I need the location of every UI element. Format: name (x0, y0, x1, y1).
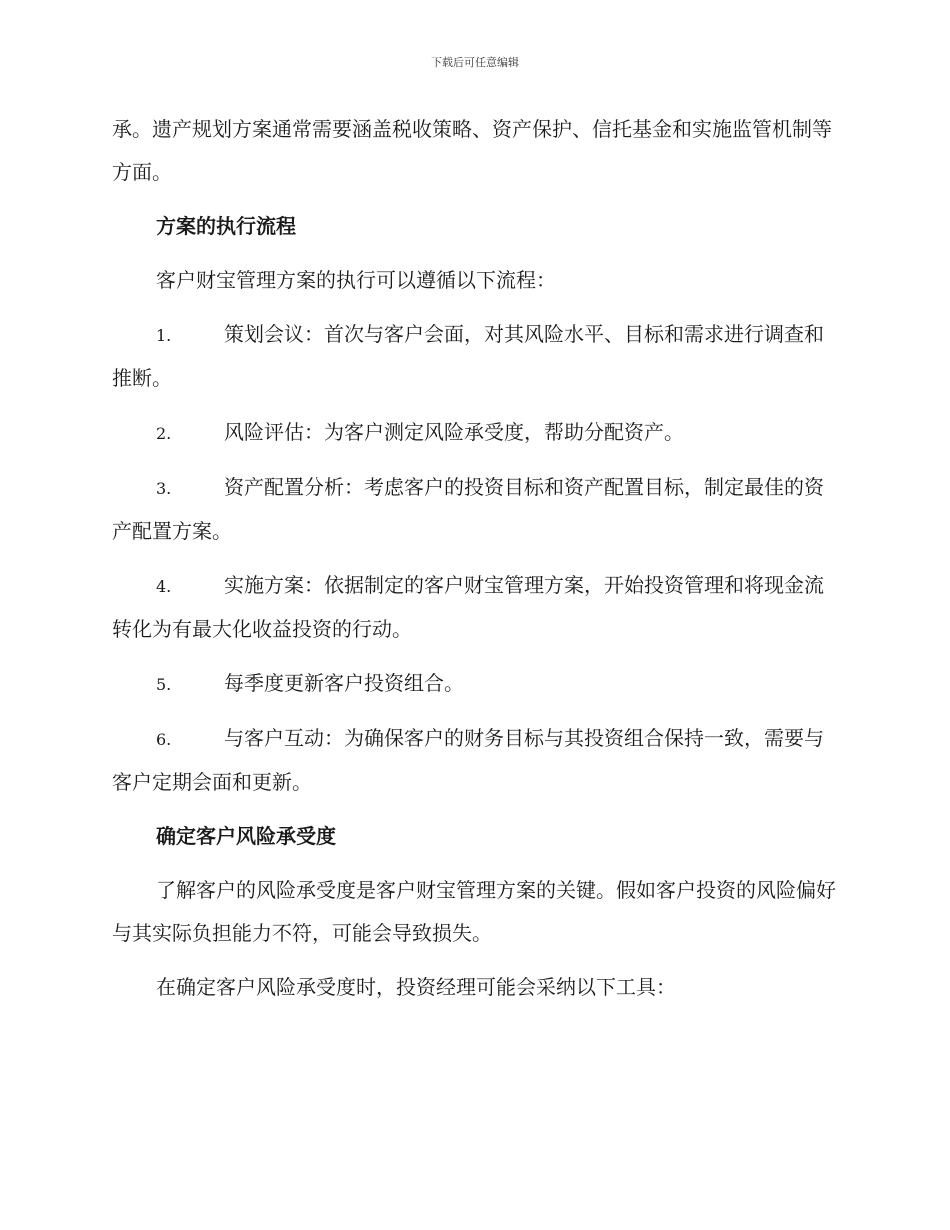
list-item-number: 1. (156, 326, 172, 345)
list-item-number: 3. (156, 479, 172, 498)
list-item (112, 717, 837, 804)
list-item (112, 564, 837, 651)
list-item-text: 与客户互动：为确保客户的财务目标与其投资组合保持一致，需要与客户定期会面和更新。 (112, 726, 824, 794)
list-item-text: 每季度更新客户投资组合。 (224, 671, 464, 695)
list-item-number: 2. (156, 424, 172, 443)
section-heading-risk-tolerance: 确定客户风险承受度 (156, 824, 336, 848)
list-item (112, 313, 837, 400)
list-item-number: 6. (156, 730, 172, 749)
list-item-number: 4. (156, 577, 172, 596)
list-item (112, 662, 837, 706)
section-heading-execution: 方案的执行流程 (156, 214, 296, 238)
paragraph-risk-tools-intro: 在确定客户风险承受度时，投资经理可能会采纳以下工具： (156, 975, 676, 999)
list-item (112, 411, 837, 455)
document-body (112, 108, 837, 1020)
list-item (112, 466, 837, 553)
list-item-text: 资产配置分析：考虑客户的投资目标和资产配置目标，制定最佳的资产配置方案。 (112, 475, 824, 543)
paragraph-continuation: 承。遗产规划方案通常需要涵盖税收策略、资产保护、信托基金和实施监管机制等方面。 (112, 117, 832, 184)
paragraph-execution-intro: 客户财宝管理方案的执行可以遵循以下流程： (156, 268, 556, 292)
list-item-text: 风险评估：为客户测定风险承受度，帮助分配资产。 (224, 420, 684, 444)
page-header: 下载后可任意编辑 (431, 56, 519, 69)
paragraph-risk-importance: 了解客户的风险承受度是客户财宝管理方案的关键。假如客户投资的风险偏好与其实际负担能力不符，可能会导致损失。 (112, 878, 836, 945)
list-item-number: 5. (156, 675, 172, 694)
list-item-text: 实施方案：依据制定的客户财宝管理方案，开始投资管理和将现金流转化为有最大化收益投资的行动。 (112, 573, 824, 641)
list-item-text: 策划会议：首次与客户会面，对其风险水平、目标和需求进行调查和推断。 (112, 322, 824, 390)
